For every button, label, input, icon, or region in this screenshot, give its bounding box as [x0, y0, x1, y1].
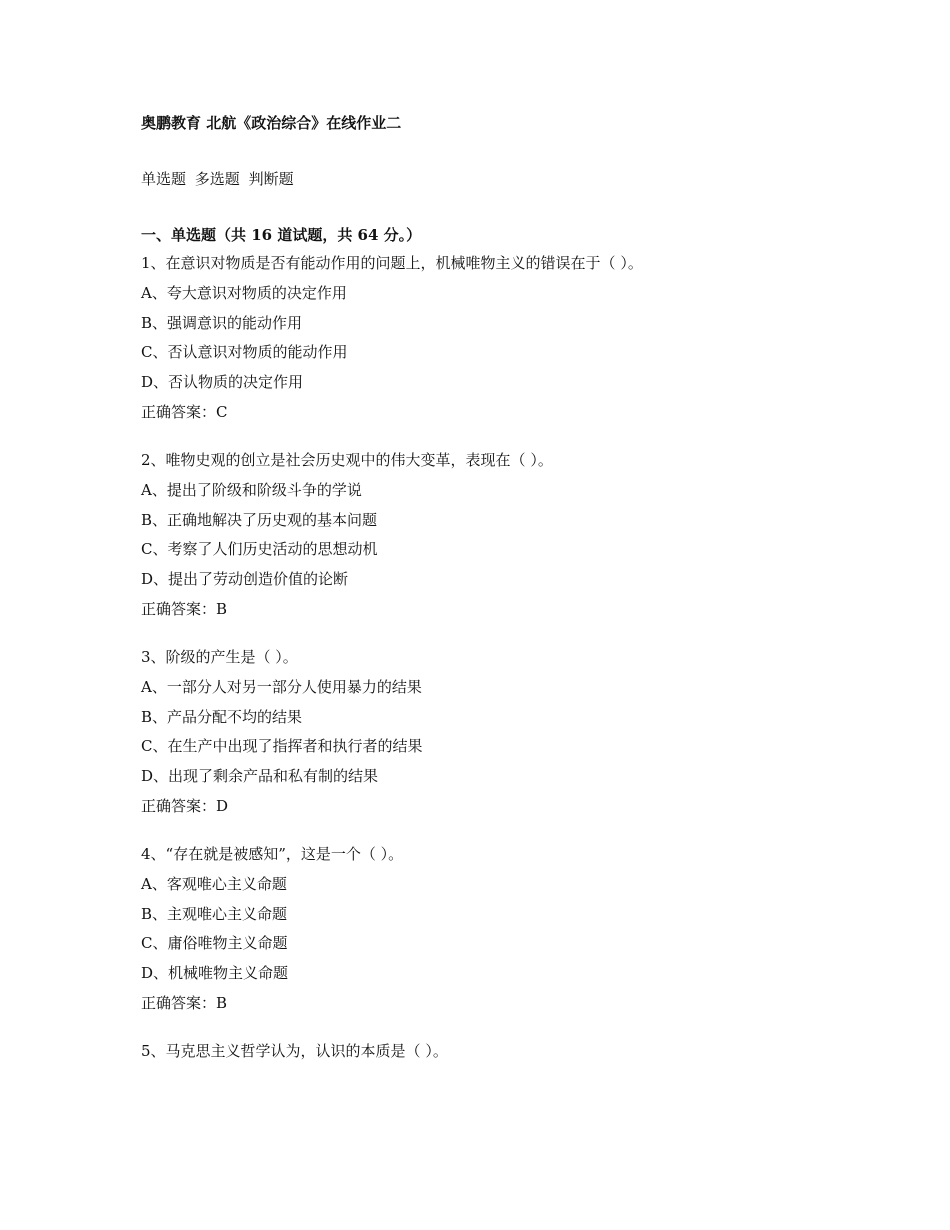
option-d: D、出现了剩余产品和私有制的结果	[141, 767, 379, 786]
option-c: C、考察了人们历史活动的思想动机	[141, 540, 378, 559]
question-stem: 3、阶级的产生是（ ）。	[141, 647, 298, 666]
option-a: A、一部分人对另一部分人使用暴力的结果	[141, 677, 422, 696]
document-page	[141, 112, 861, 1088]
option-b: B、强调意识的能动作用	[141, 313, 303, 332]
section-heading: 一、单选题（共 16 道试题，共 64 分。）	[141, 226, 422, 244]
option-d: D、提出了劳动创造价值的论断	[141, 570, 349, 589]
option-b: B、产品分配不均的结果	[141, 707, 303, 726]
question-stem: 4、“存在就是被感知”，这是一个（ ）。	[141, 844, 404, 863]
option-d: D、否认物质的决定作用	[141, 373, 304, 392]
correct-answer: 正确答案：D	[141, 796, 229, 815]
question-1	[141, 252, 861, 423]
question-stem: 2、唯物史观的创立是社会历史观中的伟大变革，表现在（ ）。	[141, 450, 553, 469]
question-2	[141, 449, 861, 620]
correct-answer: 正确答案：C	[141, 402, 228, 421]
tab-true-false[interactable]: 判断题	[248, 170, 294, 188]
tab-multiple-choice[interactable]: 多选题	[194, 170, 240, 188]
option-d: D、机械唯物主义命题	[141, 964, 289, 983]
option-c: C、庸俗唯物主义命题	[141, 934, 288, 953]
option-c: C、否认意识对物质的能动作用	[141, 343, 348, 362]
question-4	[141, 843, 861, 1014]
option-b: B、正确地解决了历史观的基本问题	[141, 510, 378, 529]
question-stem: 5、马克思主义哲学认为，认识的本质是（ ）。	[141, 1041, 448, 1060]
option-c: C、在生产中出现了指挥者和执行者的结果	[141, 737, 423, 756]
question-3	[141, 646, 861, 817]
option-a: A、提出了阶级和阶级斗争的学说	[141, 480, 362, 499]
option-a: A、客观唯心主义命题	[141, 874, 287, 893]
option-b: B、主观唯心主义命题	[141, 904, 288, 923]
correct-answer: 正确答案：B	[141, 993, 228, 1012]
question-5	[141, 1040, 861, 1062]
document-title: 奥鹏教育 北航《政治综合》在线作业二	[141, 114, 402, 132]
question-type-tabs	[141, 168, 861, 190]
question-stem: 1、在意识对物质是否有能动作用的问题上，机械唯物主义的错误在于（ ）。	[141, 254, 643, 272]
tab-single-choice[interactable]: 单选题	[141, 170, 187, 188]
option-a: A、夸大意识对物质的决定作用	[141, 283, 347, 302]
correct-answer: 正确答案：B	[141, 599, 228, 618]
